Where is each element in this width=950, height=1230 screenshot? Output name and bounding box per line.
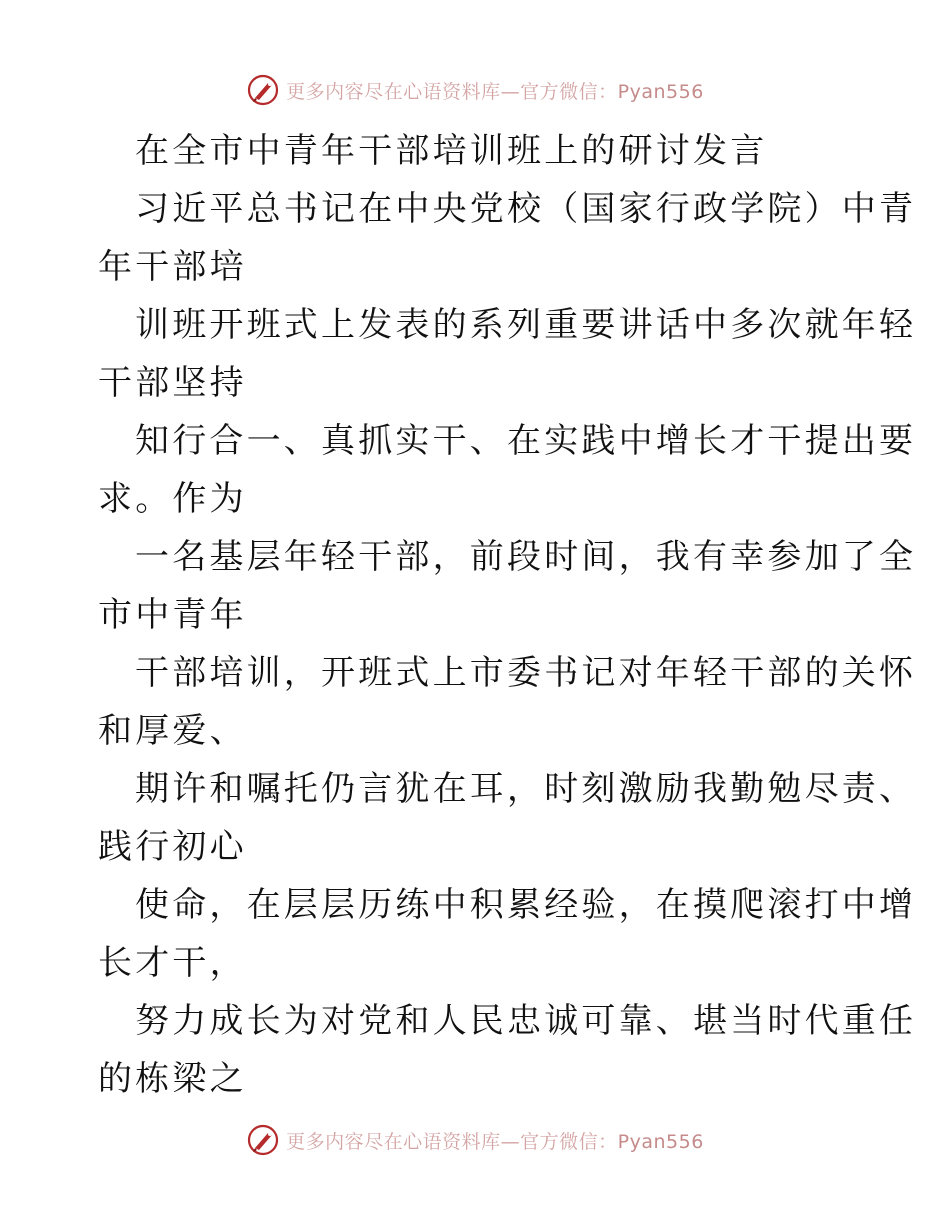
quill-pen-logo-icon: [246, 73, 280, 107]
quill-pen-logo-icon: [246, 1123, 280, 1157]
text-line: 和厚爱、: [98, 711, 247, 751]
text-line: 求。作为: [98, 479, 247, 519]
watermark-text: 更多内容尽在心语资料库—官方微信：Pyan556: [286, 1130, 704, 1153]
text-line: 市中青年: [98, 595, 247, 635]
text-line: 习近平总书记在中央党校（国家行政学院）中青: [135, 189, 917, 229]
text-line: 努力成长为对党和人民忠诚可靠、堪当时代重任: [135, 1001, 917, 1041]
text-line: 使命，在层层历练中积累经验，在摸爬滚打中增: [135, 885, 917, 925]
text-line: 年干部培: [98, 247, 247, 287]
text-line: 干部坚持: [98, 363, 247, 403]
text-line: 干部培训，开班式上市委书记对年轻干部的关怀: [135, 653, 917, 693]
watermark-text: 更多内容尽在心语资料库—官方微信：Pyan556: [286, 80, 704, 103]
text-line: 长才干，: [98, 943, 247, 983]
document-body: [98, 122, 917, 1108]
text-line: 期许和嘱托仍言犹在耳，时刻激励我勤勉尽责、: [135, 769, 917, 809]
footer-watermark: [0, 1120, 950, 1160]
text-line: 践行初心: [98, 827, 247, 867]
header-watermark: [0, 70, 950, 110]
text-line: 一名基层年轻干部，前段时间，我有幸参加了全: [135, 537, 917, 577]
text-line: 训班开班式上发表的系列重要讲话中多次就年轻: [135, 305, 917, 345]
text-line: 知行合一、真抓实干、在实践中增长才干提出要: [135, 421, 917, 461]
text-line: 的栋梁之: [98, 1059, 247, 1099]
text-line: 在全市中青年干部培训班上的研讨发言: [135, 131, 768, 171]
